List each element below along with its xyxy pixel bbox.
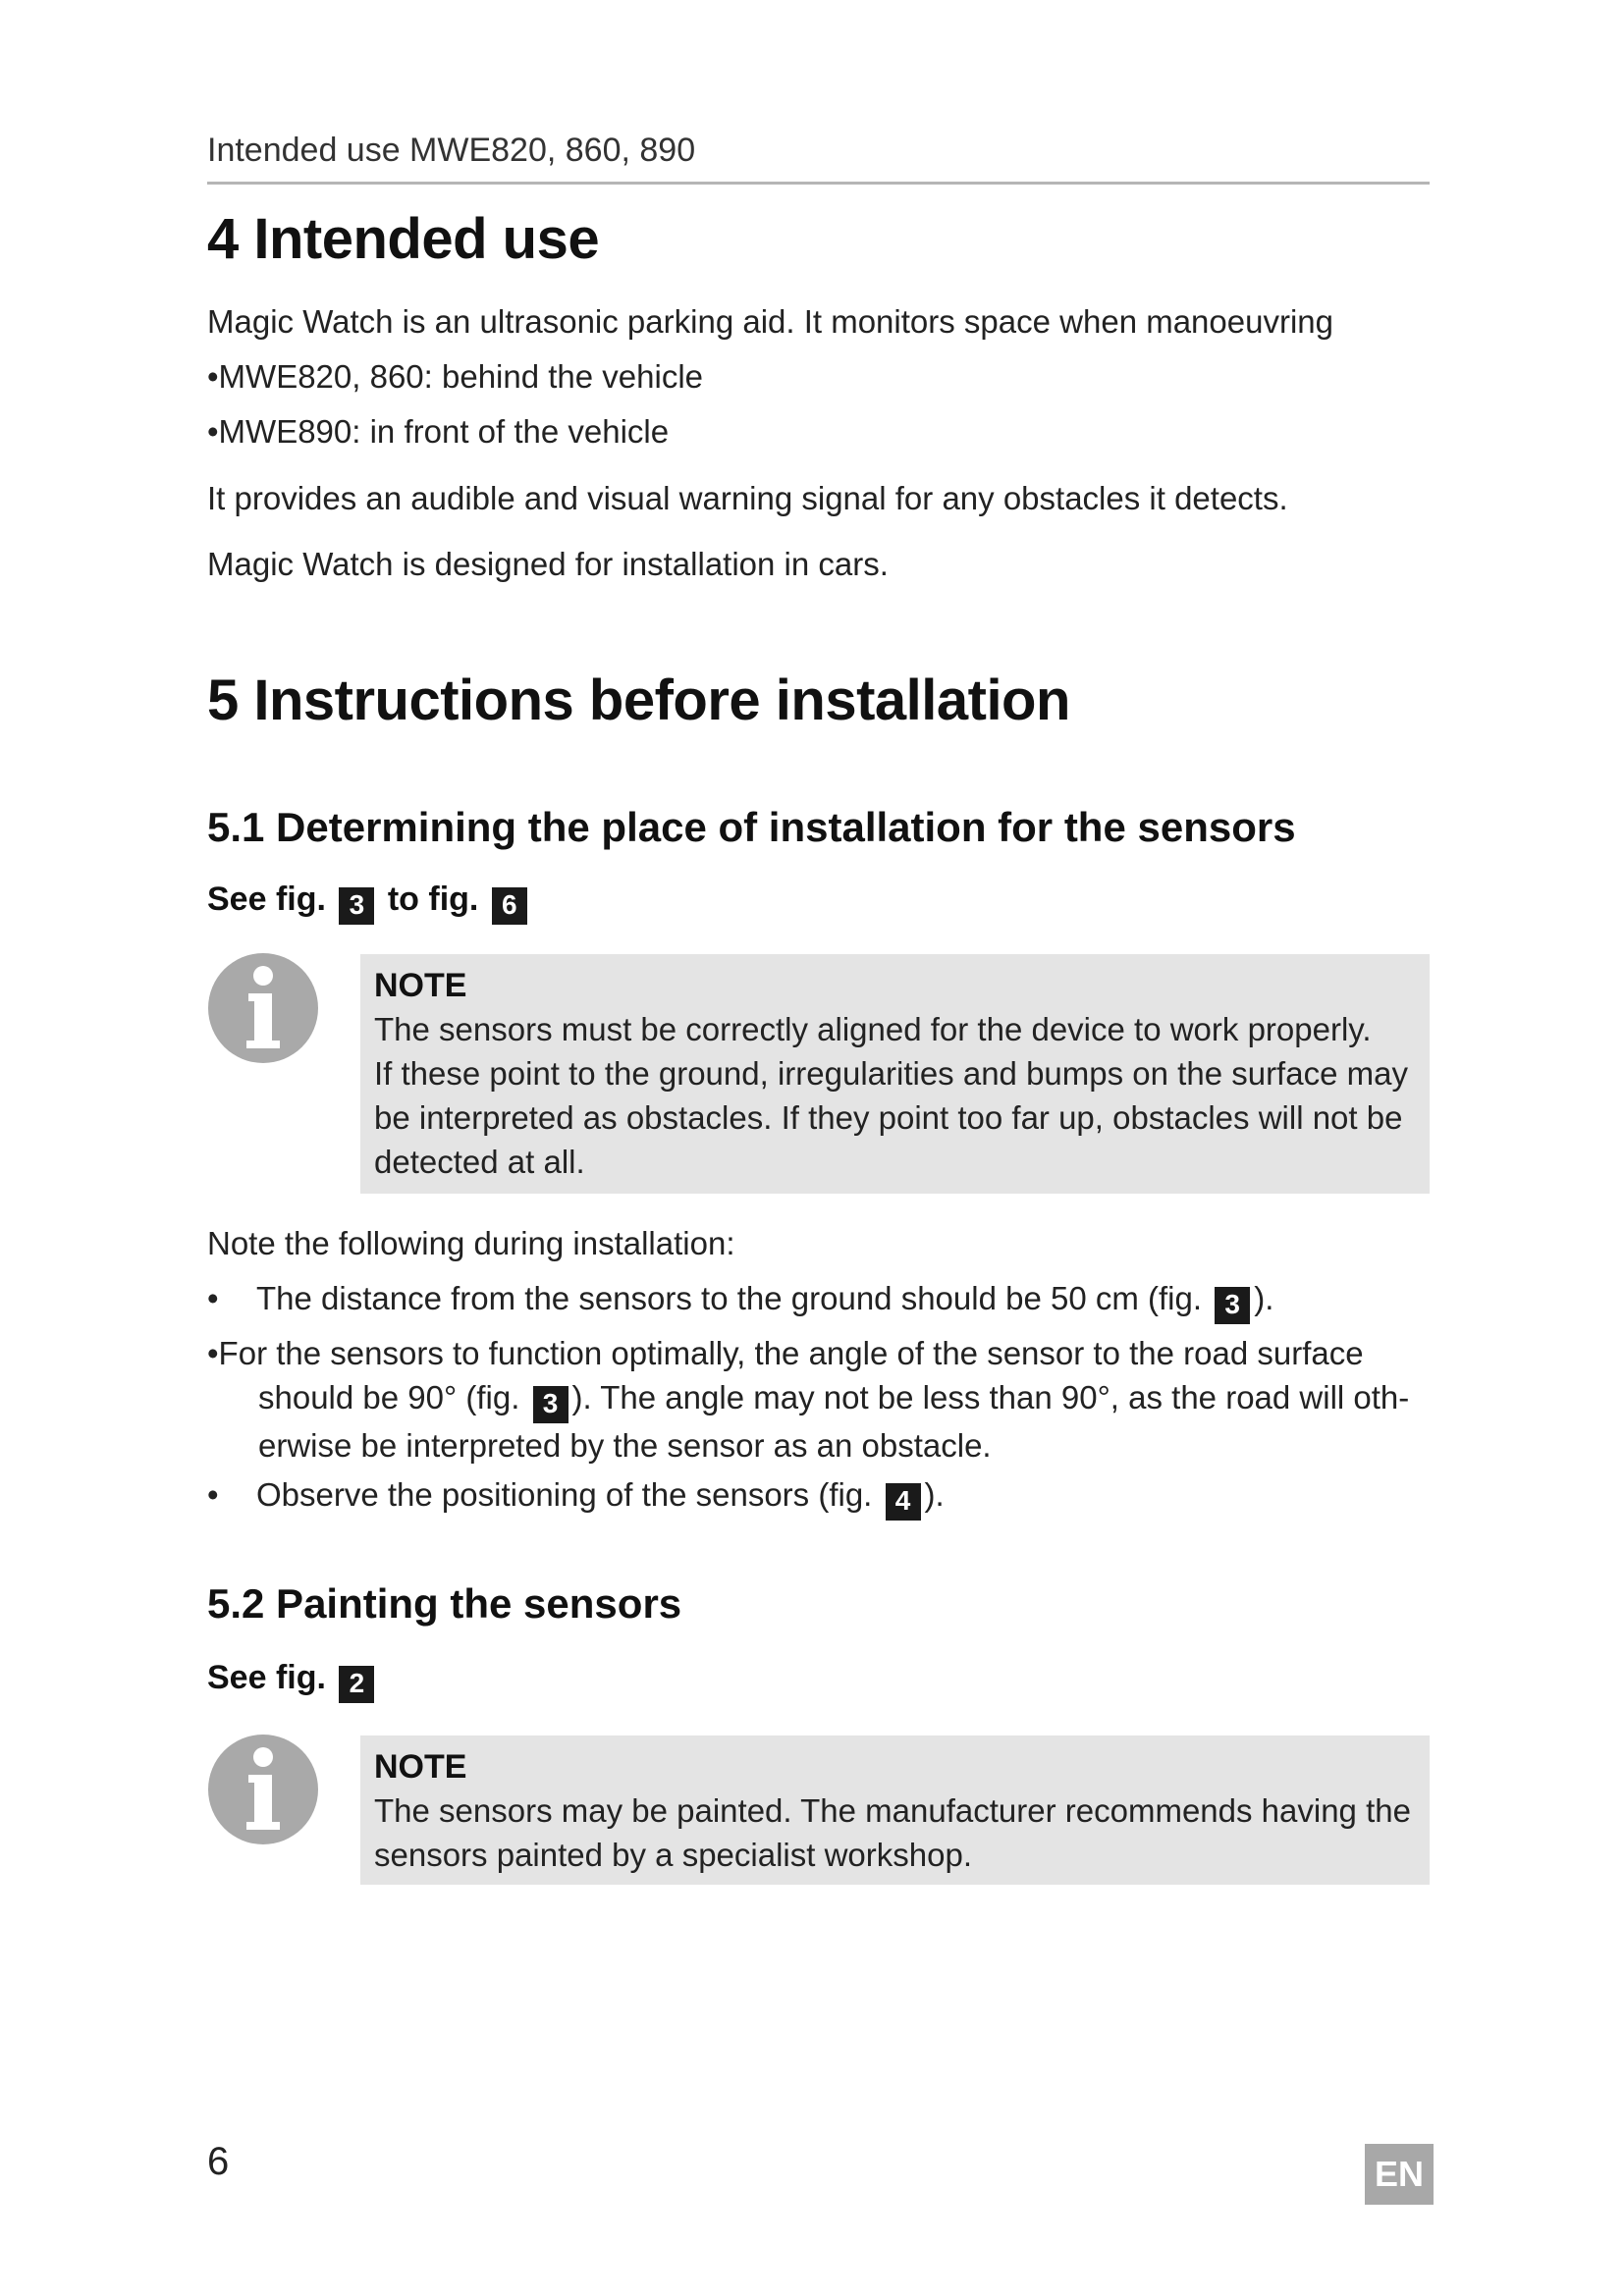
installation-lead: Note the following during installation: bbox=[207, 1225, 735, 1261]
section-4-bullet-1: •MWE820, 860: behind the vehicle bbox=[207, 358, 704, 395]
section-5-title: 5 Instructions before installation bbox=[207, 668, 1070, 732]
figure-ref-6: 6 bbox=[492, 887, 527, 925]
bullet: • bbox=[207, 1476, 219, 1513]
list-item-angle bbox=[207, 1331, 1435, 1468]
note-line: If these point to the ground, irregularities and bumps on the surface may bbox=[374, 1055, 1408, 1092]
section-5-1-title: 5.1 Determining the place of installation for the sensors bbox=[207, 804, 1296, 850]
figure-ref-3: 3 bbox=[533, 1386, 568, 1423]
section-4-title: 4 Intended use bbox=[207, 207, 600, 271]
section-5-1-see-fig bbox=[207, 881, 531, 925]
section-5-2-title: 5.2 Painting the sensors bbox=[207, 1580, 682, 1627]
header-rule bbox=[207, 182, 1430, 185]
note-label: NOTE bbox=[374, 967, 467, 1004]
section-5-2-see-fig bbox=[207, 1659, 378, 1703]
figure-ref-2: 2 bbox=[339, 1666, 374, 1703]
list-item-angle-line-3: erwise be interpreted by the sensor as an obstacle. bbox=[258, 1427, 992, 1464]
list-item-positioning: • Observe the positioning of the sensors (fig. 4 ). bbox=[207, 1472, 1435, 1521]
note-line: The sensors must be correctly aligned for the device to work properly. bbox=[374, 1011, 1372, 1047]
list-item-angle-line-2: should be 90° (fig. 3 ). The angle may not be less than 90°, as the road will oth- bbox=[207, 1375, 1435, 1423]
info-icon bbox=[207, 1734, 319, 1845]
list-item-distance: • The distance from the sensors to the ground should be 50 cm (fig. 3 ). bbox=[207, 1276, 1435, 1324]
note-line: The sensors may be painted. The manufacturer recommends having the bbox=[374, 1792, 1411, 1829]
see-fig-prefix: See fig. bbox=[207, 1659, 326, 1696]
figure-ref-3: 3 bbox=[1215, 1287, 1250, 1324]
note-box-sensors-alignment bbox=[360, 954, 1430, 1194]
note-line: detected at all. bbox=[374, 1144, 585, 1180]
note-line: be interpreted as obstacles. If they point too far up, obstacles will not be bbox=[374, 1099, 1403, 1136]
section-4-intro: Magic Watch is an ultrasonic parking aid. It monitors space when manoeuvring bbox=[207, 303, 1333, 340]
section-4-para-1: It provides an audible and visual warning signal for any obstacles it detects. bbox=[207, 480, 1288, 516]
see-fig-mid: to fig. bbox=[387, 881, 479, 918]
see-fig-prefix: See fig. bbox=[207, 881, 326, 918]
info-icon bbox=[207, 952, 319, 1064]
section-4-para-2: Magic Watch is designed for installation in cars. bbox=[207, 546, 889, 582]
list-item-angle-line-1: •For the sensors to function optimally, the angle of the sensor to the road surface bbox=[207, 1335, 1364, 1371]
note-line: sensors painted by a specialist workshop. bbox=[374, 1837, 972, 1873]
figure-ref-3: 3 bbox=[339, 887, 374, 925]
language-badge: EN bbox=[1365, 2144, 1434, 2205]
note-box-painting bbox=[360, 1735, 1430, 1885]
page-number: 6 bbox=[207, 2140, 230, 2183]
figure-ref-4: 4 bbox=[886, 1483, 921, 1521]
note-label: NOTE bbox=[374, 1748, 467, 1786]
running-header: Intended use MWE820, 860, 890 bbox=[207, 132, 696, 169]
bullet: • bbox=[207, 1280, 219, 1316]
section-4-bullet-2: •MWE890: in front of the vehicle bbox=[207, 413, 670, 450]
